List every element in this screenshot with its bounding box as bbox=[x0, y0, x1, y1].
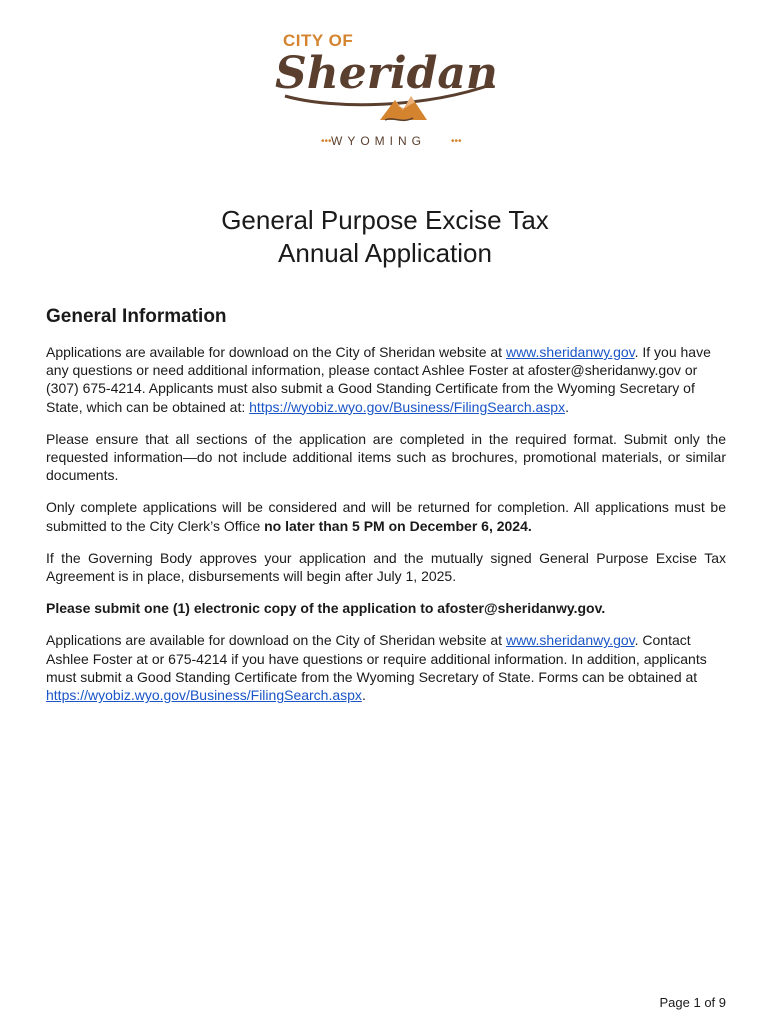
logo-city-of: CITY OF bbox=[283, 31, 354, 50]
svg-text:•••: ••• bbox=[321, 136, 332, 147]
title-line-1: General Purpose Excise Tax bbox=[221, 205, 549, 235]
deadline-text: no later than 5 PM on December 6, 2024. bbox=[264, 517, 532, 534]
paragraph-3: Only complete applications will be considered and will be returned for completion. All applications must be submitted to the City Clerk’s Office no later than 5 PM on December 6, 2024. bbox=[46, 499, 726, 534]
sheridan-logo-icon bbox=[265, 22, 505, 152]
page-number: Page 1 of 9 bbox=[659, 995, 726, 1010]
paragraph-1: Applications are available for download on the City of Sheridan website at www.sheridanwy.gov. If you have any questions or need additional information, please contact Ashlee Foster at afoster@sheridanwy.gov or (307) 675-4214. Applicants must also submit a Good Standing Certificate from the Wyoming Secretary of State, which can be obtained at: https://wyobiz.wyo.gov/Business/FilingSearch.aspx. bbox=[46, 344, 711, 415]
paragraph-5: Please submit one (1) electronic copy of the application to afoster@sheridanwy.gov. bbox=[46, 600, 606, 617]
paragraph-4: If the Governing Body approves your application and the mutually signed General Purpose Excise Tax Agreement is in place, disbursements will begin after July 1, 2025. bbox=[46, 549, 726, 585]
filing-search-link[interactable]: https://wyobiz.wyo.gov/Business/FilingSearch.aspx bbox=[249, 398, 566, 415]
title-line-2: Annual Application bbox=[278, 238, 492, 268]
document-title bbox=[0, 204, 770, 270]
paragraph-6: Applications are available for download on the City of Sheridan website at www.sheridanwy.gov. Contact Ashlee Foster at or 675-4214 if you have questions or require additional information. In addition, applicants must submit a Good Standing Certificate from the Wyoming Secretary of State. Forms can be obtained at https://wyobiz.wyo.gov/Business/FilingSearch.aspx. bbox=[46, 632, 707, 704]
city-logo bbox=[265, 22, 505, 152]
website-link-2[interactable]: www.sheridanwy.gov bbox=[505, 632, 635, 649]
website-link[interactable]: www.sheridanwy.gov bbox=[505, 344, 635, 360]
logo-name: Sheridan bbox=[275, 48, 498, 99]
paragraph-2: Please ensure that all sections of the application are completed in the required format. Submit only the requested information—do not include additional items such as brochures, promotional materials, or similar documents. bbox=[46, 430, 726, 484]
logo-state: WYOMING bbox=[331, 134, 426, 148]
document-body bbox=[46, 343, 726, 718]
filing-search-link-2[interactable]: https://wyobiz.wyo.gov/Business/FilingSearch.aspx bbox=[46, 687, 362, 704]
section-heading: General Information bbox=[46, 306, 227, 327]
svg-text:•••: ••• bbox=[451, 136, 462, 147]
